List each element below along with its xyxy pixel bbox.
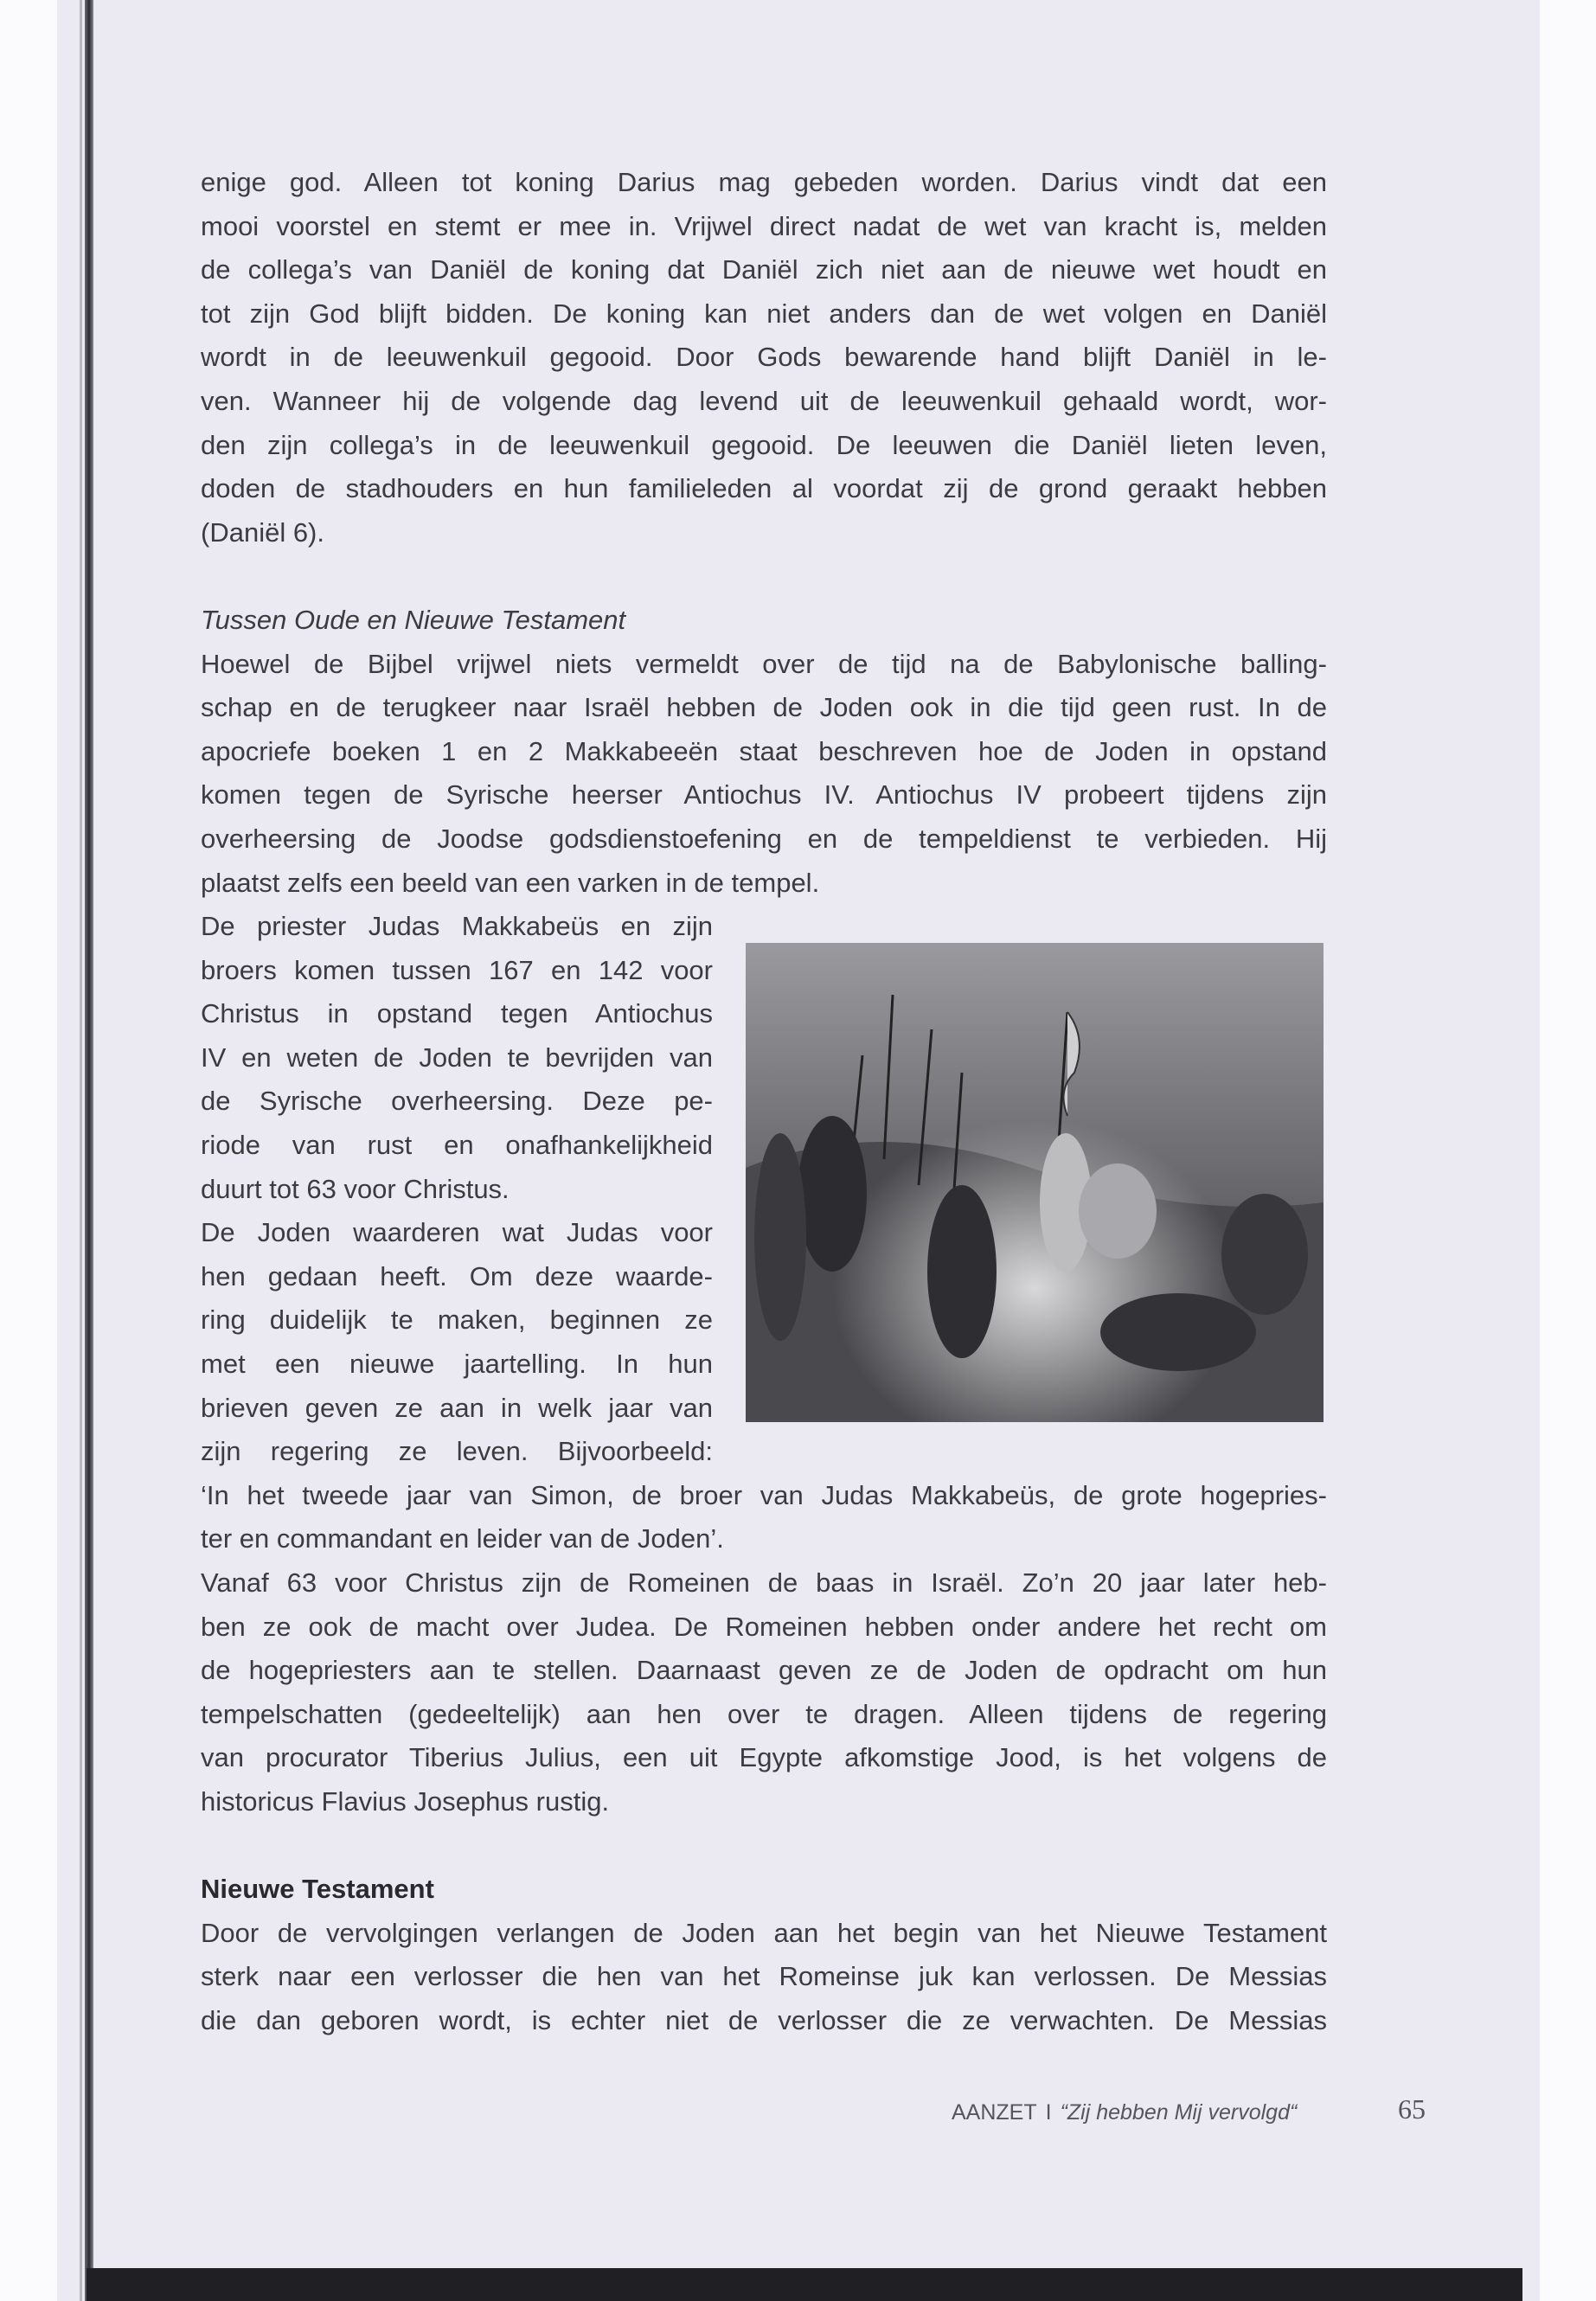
book-spine-edge (85, 0, 93, 2301)
heading-text: Nieuwe Testament (201, 1874, 434, 1905)
text-line: enige god. Alleen tot koning Darius mag gebeden worden. Darius vindt dat een (201, 167, 1327, 197)
text-line: historicus Flavius Josephus rustig. (201, 1785, 610, 1817)
text-line: ter en commandant en leider van de Joden’. (201, 1523, 724, 1554)
page-number: 65 (1398, 2093, 1426, 2125)
paragraph (201, 1474, 1327, 1561)
footer-series: AANZET (952, 2100, 1037, 2125)
battle-engraving-image (746, 943, 1324, 1422)
text-line: Vanaf 63 voor Christus zijn de Romeinen de baas in Israël. Zo’n 20 jaar later heb- (201, 1567, 1327, 1598)
page-edge-shadow (80, 0, 82, 2301)
text-line: ring duidelijk te maken, beginnen ze (201, 1304, 713, 1336)
text-line: Door de vervolgingen verlangen de Joden aan het begin van het Nieuwe Testament (201, 1917, 1327, 1948)
text-line: schap en de terugkeer naar Israël hebben de Joden ook in die tijd geen rust. In de (201, 692, 1327, 723)
text-line: mooi voorstel en stemt er mee in. Vrijwel direct nadat de wet van kracht is, melden (201, 210, 1327, 241)
text-line: Hoewel de Bijbel vrijwel niets vermeldt over de tijd na de Babylonische balling- (201, 648, 1327, 679)
text-line: de Syrische overheersing. Deze pe- (201, 1086, 713, 1117)
text-line: met een nieuwe jaartelling. In hun (201, 1349, 713, 1380)
text-line: Christus in opstand tegen Antiochus (201, 998, 713, 1029)
text-line: ben ze ook de macht over Judea. De Romeinen hebben onder andere het recht om (201, 1611, 1327, 1642)
section-heading (201, 599, 1327, 643)
text-line: van procurator Tiberius Julius, een uit Egypte afkomstige Jood, is het volgens de (201, 1742, 1327, 1773)
text-line: komen tegen de Syrische heerser Antiochus IV. Antiochus IV probeert tijdens zijn (201, 779, 1327, 811)
text-line: brieven geven ze aan in welk jaar van (201, 1392, 713, 1423)
text-line: ‘In het tweede jaar van Simon, de broer van Judas Makkabeüs, de grote hogepries- (201, 1479, 1327, 1510)
text-line: (Daniël 6). (201, 516, 324, 548)
paragraph (201, 1561, 1327, 1824)
text-line: tempelschatten (gedeeltelijk) aan hen over te dragen. Alleen tijdens de regering (201, 1698, 1327, 1729)
text-line: riode van rust en onafhankelijkheid (201, 1130, 713, 1161)
footer-separator: I (1045, 2100, 1052, 2125)
text-line: hen gedaan heeft. Om deze waarde- (201, 1260, 713, 1292)
text-line: de hogepriesters aan te stellen. Daarnaast geven ze de Joden de opdracht om hun (201, 1655, 1327, 1686)
text-line: sterk naar een verlosser die hen van het Romeinse juk kan verlossen. De Messias (201, 1961, 1327, 1992)
running-footer (952, 2100, 1297, 2125)
text-line: doden de stadhouders en hun familieleden al voordat zij de grond geraakt hebben (201, 473, 1327, 504)
text-line: apocriefe boeken 1 en 2 Makkabeeën staat beschreven hoe de Joden in opstand (201, 735, 1327, 766)
section-heading (201, 1868, 1327, 1912)
paragraph-spacer (201, 1824, 1327, 1868)
text-line: wordt in de leeuwenkuil gegooid. Door Gods bewarende hand blijft Daniël in le- (201, 342, 1327, 373)
footer-chapter-title: “Zij hebben Mij vervolgd“ (1060, 2100, 1298, 2125)
text-line: die dan geboren wordt, is echter niet de verlosser die ze verwachten. De Messias (201, 2004, 1327, 2035)
paragraph-spacer (201, 554, 1327, 599)
text-line: tot zijn God blijft bidden. De koning kan niet anders dan de wet volgen en Daniël (201, 298, 1327, 329)
paragraph (201, 161, 1327, 554)
text-line: zijn regering ze leven. Bijvoorbeeld: (201, 1436, 713, 1467)
text-line: De Joden waarderen wat Judas voor (201, 1217, 713, 1248)
paragraph (201, 1912, 1327, 2043)
text-line: de collega’s van Daniël de koning dat Daniël zich niet aan de nieuwe wet houdt en (201, 254, 1327, 285)
scan-bottom-edge (87, 2268, 1522, 2301)
text-line: duurt tot 63 voor Christus. (201, 1173, 510, 1204)
text-line: plaatst zelfs een beeld van een varken in de tempel. (201, 867, 820, 898)
text-line: De priester Judas Makkabeüs en zijn (201, 911, 713, 942)
text-line: ven. Wanneer hij de volgende dag levend uit de leeuwenkuil gehaald wordt, wor- (201, 385, 1327, 416)
text-line: broers komen tussen 167 en 142 voor (201, 954, 713, 985)
text-line: den zijn collega’s in de leeuwenkuil gegooid. De leeuwen die Daniël lieten leven, (201, 429, 1327, 460)
paragraph (201, 643, 1327, 906)
heading-text: Tussen Oude en Nieuwe Testament (201, 604, 626, 635)
text-line: overheersing de Joodse godsdienstoefening en de tempeldienst te verbieden. Hij (201, 823, 1327, 854)
text-line: IV en weten de Joden te bevrijden van (201, 1042, 713, 1073)
